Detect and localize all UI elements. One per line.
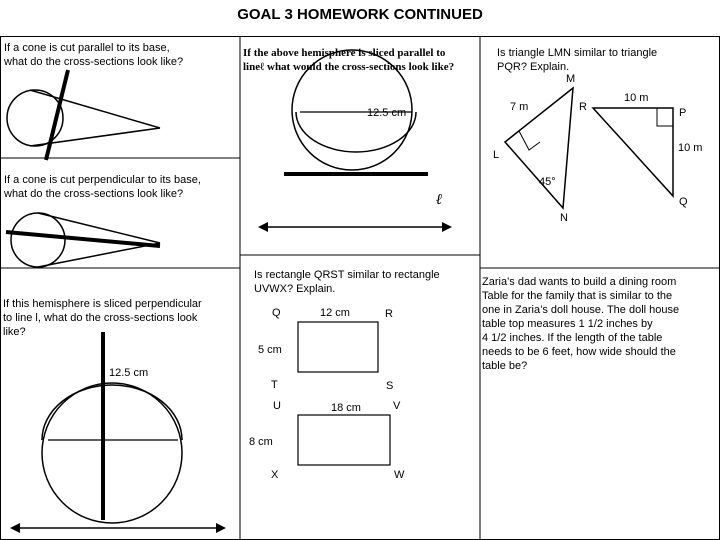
vertex-s-rect: S xyxy=(386,380,394,392)
hemisphere-perpendicular-figure xyxy=(10,332,226,533)
vertex-u-rect: U xyxy=(273,400,281,412)
rectangle-question: Is rectangle QRST similar to rectangle UVWX? Explain. xyxy=(254,269,440,295)
vertex-v-rect: V xyxy=(393,400,401,412)
line-l-label: ℓ xyxy=(436,192,443,208)
vertex-n: N xyxy=(560,212,568,224)
vertex-r: R xyxy=(579,101,587,113)
cone-perpendicular-figure xyxy=(6,213,160,267)
cutting-plane-line xyxy=(46,70,68,160)
rect1-height-label: 5 cm xyxy=(258,344,282,356)
dining-table-problem: Zaria’s dad wants to build a dining room Table for the family that is similar to the one in Zaria’s doll house. The doll house table top measures 1 1/2 inches by 4 1/2 inches. If the length of the table needs to be 6 feet, how wide should the table be? xyxy=(482,276,680,372)
rectangle-uvwx xyxy=(298,415,390,465)
vertex-m: M xyxy=(566,73,576,85)
vertex-r-rect: R xyxy=(385,308,393,320)
side-rp-label: 10 m xyxy=(624,92,649,104)
vertex-q-rect: Q xyxy=(272,307,281,319)
triangle-pqr xyxy=(593,108,673,196)
vertex-w-rect: W xyxy=(394,469,405,481)
cone-parallel-question: If a cone is cut parallel to its base, what do the cross-sections look like? xyxy=(4,42,184,68)
cone-parallel-figure xyxy=(7,70,160,160)
angle-label: 45° xyxy=(539,176,556,188)
vertex-t-rect: T xyxy=(271,379,278,391)
hemisphere-2-radius-label: 12.5 cm xyxy=(109,367,149,379)
cone-perpendicular-question: If a cone is cut perpendicular to its base, what do the cross-sections look like? xyxy=(4,174,201,200)
rectangle-qrst xyxy=(298,322,378,372)
side-lm-label: 7 m xyxy=(510,101,529,113)
hemisphere-radius-label: 12.5 cm xyxy=(367,107,407,119)
cutting-plane-line xyxy=(6,232,160,246)
vertex-x-rect: X xyxy=(271,469,279,481)
side-pq-label: 10 m xyxy=(678,142,703,154)
vertex-p: P xyxy=(679,107,687,119)
triangle-question: Is triangle LMN similar to triangle PQR? Explain. xyxy=(497,47,658,73)
hemisphere-parallel-question: If the above hemisphere is sliced parallel to lineℓ what would the cross-sections look like? xyxy=(243,47,455,73)
vertex-l: L xyxy=(493,149,500,161)
page-title: GOAL 3 HOMEWORK CONTINUED xyxy=(237,6,483,23)
rect1-width-label: 12 cm xyxy=(320,307,350,319)
rect2-width-label: 18 cm xyxy=(331,402,361,414)
hemisphere-parallel-figure xyxy=(258,50,452,232)
vertex-q: Q xyxy=(679,196,688,208)
hemisphere-perpendicular-question: If this hemisphere is sliced perpendicular to line l, what do the cross-sections look like? xyxy=(3,298,202,338)
rect2-height-label: 8 cm xyxy=(249,436,273,448)
